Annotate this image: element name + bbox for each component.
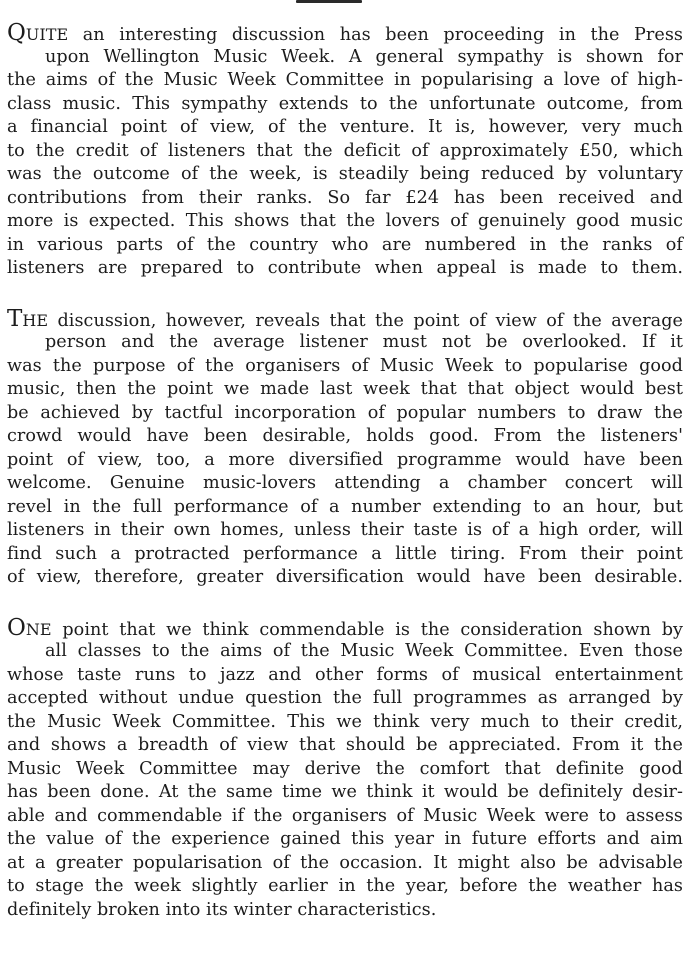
paragraph-line: of view, therefore, greater diversification would have been desirable. (7, 567, 683, 587)
paragraph-line: music, then the point we made last week that that object would best (7, 379, 683, 399)
paragraph-line: a financial point of view, of the venture. It is, however, very much (7, 117, 683, 137)
paragraph-line (7, 305, 683, 332)
paragraph-line: listeners in their own homes, unless their taste is of a high order, will (7, 520, 683, 540)
initial-letter: T (7, 305, 23, 332)
paragraph-line: class music. This sympathy extends to the unfortunate outcome, from (7, 93, 683, 114)
paragraph-line: upon Wellington Music Week. A general sympathy is shown for (45, 46, 683, 67)
article-body (7, 22, 683, 949)
line-text: point that we think commendable is the consideration shown by (51, 619, 683, 640)
paragraph-line: whose taste runs to jazz and other forms of musical entertainment (7, 664, 683, 685)
paragraph-line: be achieved by tactful incorporation of popular numbers to draw the (7, 402, 683, 423)
paragraph-line: listeners are prepared to contribute when appeal is made to them. (7, 258, 683, 278)
paragraph-line: more is expected. This shows that the lovers of genuinely good music (7, 211, 683, 231)
line-text: discussion, however, reveals that the point of view of the average (48, 310, 683, 331)
paragraph-line: the Music Week Committee. This we think very much to their credit, (7, 711, 683, 732)
paragraph-line: and shows a breadth of view that should be appreciated. From it the (7, 735, 683, 755)
paragraph-line: contributions from their ranks. So far £24 has been received and (7, 187, 683, 208)
paragraph-1 (7, 22, 683, 281)
paragraph-line: Music Week Committee may derive the comfort that definite good (7, 758, 683, 779)
paragraph-line: has been done. At the same time we think it would be definitely desir- (7, 782, 683, 802)
paragraph-line: to the credit of listeners that the deficit of approximately £50, which (7, 140, 683, 161)
paragraph-line: find such a protracted performance a little tiring. From their point (7, 543, 683, 564)
paragraph-line: all classes to the aims of the Music Week Committee. Even those (45, 641, 683, 661)
line-text: an interesting discussion has been proceeding in the Press (68, 25, 683, 45)
initial-letter: O (7, 614, 26, 641)
paragraph-line: to stage the week slightly earlier in the year, before the weather has (7, 876, 683, 896)
paragraph-line: was the outcome of the week, is steadily being reduced by voluntary (7, 164, 683, 184)
paragraph-line: person and the average listener must not be overlooked. If it (45, 332, 683, 352)
paragraph-line: able and commendable if the organisers of Music Week were to assess (7, 805, 683, 826)
paragraph-line (7, 22, 683, 46)
paragraph-line: was the purpose of the organisers of Music Week to popularise good (7, 355, 683, 376)
top-rule (296, 0, 362, 3)
smallcaps-lead: UITE (25, 25, 69, 44)
paragraph-line: revel in the full performance of a number extending to an hour, but (7, 496, 683, 517)
paragraph-3 (7, 614, 683, 923)
paragraph-line: crowd would have been desirable, holds good. From the listeners' (7, 426, 683, 446)
smallcaps-lead: NE (25, 619, 52, 639)
paragraph-line: accepted without undue question the full programmes as arranged by (7, 688, 683, 708)
paragraph-line: the value of the experience gained this year in future efforts and aim (7, 829, 683, 849)
paragraph-line: point of view, too, a more diversified programme would have been (7, 449, 683, 470)
paragraph-2 (7, 305, 683, 590)
paragraph-line: at a greater popularisation of the occasion. It might also be advisable (7, 852, 683, 873)
paragraph-line: definitely broken into its winter characteristics. (7, 899, 437, 920)
paragraph-line (7, 614, 683, 641)
paragraph-line: in various parts of the country who are numbered in the ranks of (7, 234, 683, 255)
paragraph-line: the aims of the Music Week Committee in popularising a love of high- (7, 70, 683, 90)
initial-letter: Q (7, 20, 26, 46)
paragraph-line: welcome. Genuine music-lovers attending a chamber concert will (7, 473, 683, 493)
smallcaps-lead: HE (22, 310, 49, 330)
